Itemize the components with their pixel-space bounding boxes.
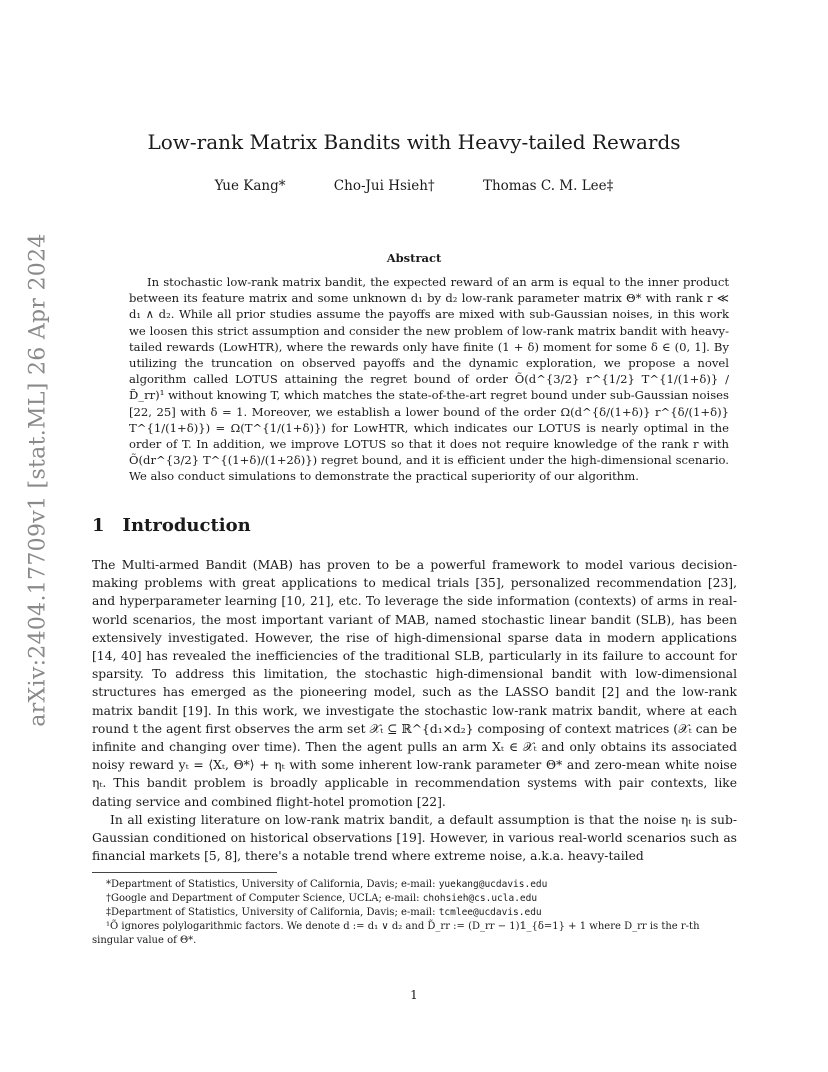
email-link[interactable]: yuekang@ucdavis.edu [438, 879, 548, 890]
footnote-rule [92, 872, 277, 873]
email-link[interactable]: tcmlee@ucdavis.edu [438, 907, 542, 918]
section-body [92, 556, 737, 865]
footnote: *Department of Statistics, University of California, Davis; e-mail: yuekang@ucdavis.edu [106, 879, 548, 890]
paper-title: Low-rank Matrix Bandits with Heavy-tailed Rewards [147, 130, 681, 154]
author: Yue Kang* [214, 178, 286, 194]
footnotes [92, 878, 737, 948]
author: Cho-Jui Hsieh† [333, 178, 435, 194]
author-list [0, 178, 828, 194]
page-number: 1 [410, 988, 418, 1002]
abstract-text: In stochastic low-rank matrix bandit, the expected reward of an arm is equal to the inner product between its feature matrix and some unknown d₁ by d₂ low-rank parameter matrix Θ* with rank r ≪ d₁ ∧ d₂. While all prior studies assume the payoffs are mixed with sub-Gaussian noises, in this work we loosen this strict assumption and consider the new problem of low-rank matrix bandit with heavy-tailed rewards (LowHTR), where the rewards only have finite (1 + δ) moment for some δ ∈ (0, 1]. By utilizing the truncation on observed payoffs and the dynamic exploration, we propose a novel algorithm called LOTUS attaining the regret bound of order Õ(d^{3/2} r^{1/2} T^{1/(1+δ)} / D̃_rr)¹ without knowing T, which matches the state-of-the-art regret bound under sub-Gaussian noises [22, 25] with δ = 1. Moreover, we establish a lower bound of the order Ω(d^{δ/(1+δ)} r^{δ/(1+δ)} T^{1/(1+δ)}) = Ω(T^{1/(1+δ)}) for LowHTR, which indicates our LOTUS is nearly optimal in the order of T. In addition, we improve LOTUS so that it does not require knowledge of the rank r with Õ(dr^{3/2} T^{(1+δ)/(1+2δ)}) regret bound, and it is efficient under the high-dimensional scenario. We also conduct simulations to demonstrate the practical superiority of our algorithm. [129, 275, 729, 484]
footnote: ‡Department of Statistics, University of California, Davis; e-mail: tcmlee@ucdavis.edu [106, 907, 542, 918]
section-heading [92, 515, 251, 536]
paragraph: The Multi-armed Bandit (MAB) has proven to be a powerful framework to model various decision-making problems with great applications to medical trials [35], personalized recommendation [23], and hyperparameter learning [10, 21], etc. To leverage the side information (contexts) of arms in real-world scenarios, the most important variant of MAB, named stochastic linear bandit (SLB), has been extensively investigated. However, the rise of high-dimensional sparse data in modern applications [14, 40] has revealed the inefficiencies of the traditional SLB, particularly in its failure to account for sparsity. To address this limitation, the stochastic high-dimensional bandit with low-dimensional structures has emerged as the pioneering model, such as the LASSO bandit [2] and the low-rank matrix bandit [19]. In this work, we investigate the stochastic low-rank matrix bandit, where at each round t the agent first observes the arm set 𝒳ₜ ⊆ ℝ^{d₁×d₂} composing of context matrices (𝒳ₜ can be infinite and changing over time). Then the agent pulls an arm Xₜ ∈ 𝒳ₜ and only obtains its associated noisy reward yₜ = ⟨Xₜ, Θ*⟩ + ηₜ with some inherent low-rank parameter Θ* and zero-mean white noise ηₜ. This bandit problem is broadly applicable in recommendation systems with pair contexts, like dating service and combined flight-hotel promotion [22]. [92, 558, 737, 809]
footnote: †Google and Department of Computer Science, UCLA; e-mail: chohsieh@cs.ucla.edu [106, 893, 538, 904]
section-title: Introduction [122, 515, 251, 536]
abstract-heading: Abstract [386, 251, 442, 265]
author: Thomas C. M. Lee‡ [482, 178, 614, 194]
email-link[interactable]: chohsieh@cs.ucla.edu [422, 893, 538, 904]
arxiv-side-label [18, 233, 58, 727]
footnote: ¹Õ ignores polylogarithmic factors. We denote d := d₁ ∨ d₂ and D̃_rr := (D_rr − 1)𝟙_{δ=1} + 1 where D_rr is the r-th singular value of Θ*. [92, 921, 700, 946]
paragraph: In all existing literature on low-rank matrix bandit, a default assumption is that the noise ηₜ is sub-Gaussian conditioned on historical observations [19]. However, in various real-world scenarios such as financial markets [5, 8], there's a notable trend where extreme noise, a.k.a. heavy-tailed [92, 812, 737, 864]
arxiv-id: arXiv:2404.17709v1 [stat.ML] 26 Apr 2024 [25, 233, 51, 727]
section-number: 1 [92, 515, 105, 536]
